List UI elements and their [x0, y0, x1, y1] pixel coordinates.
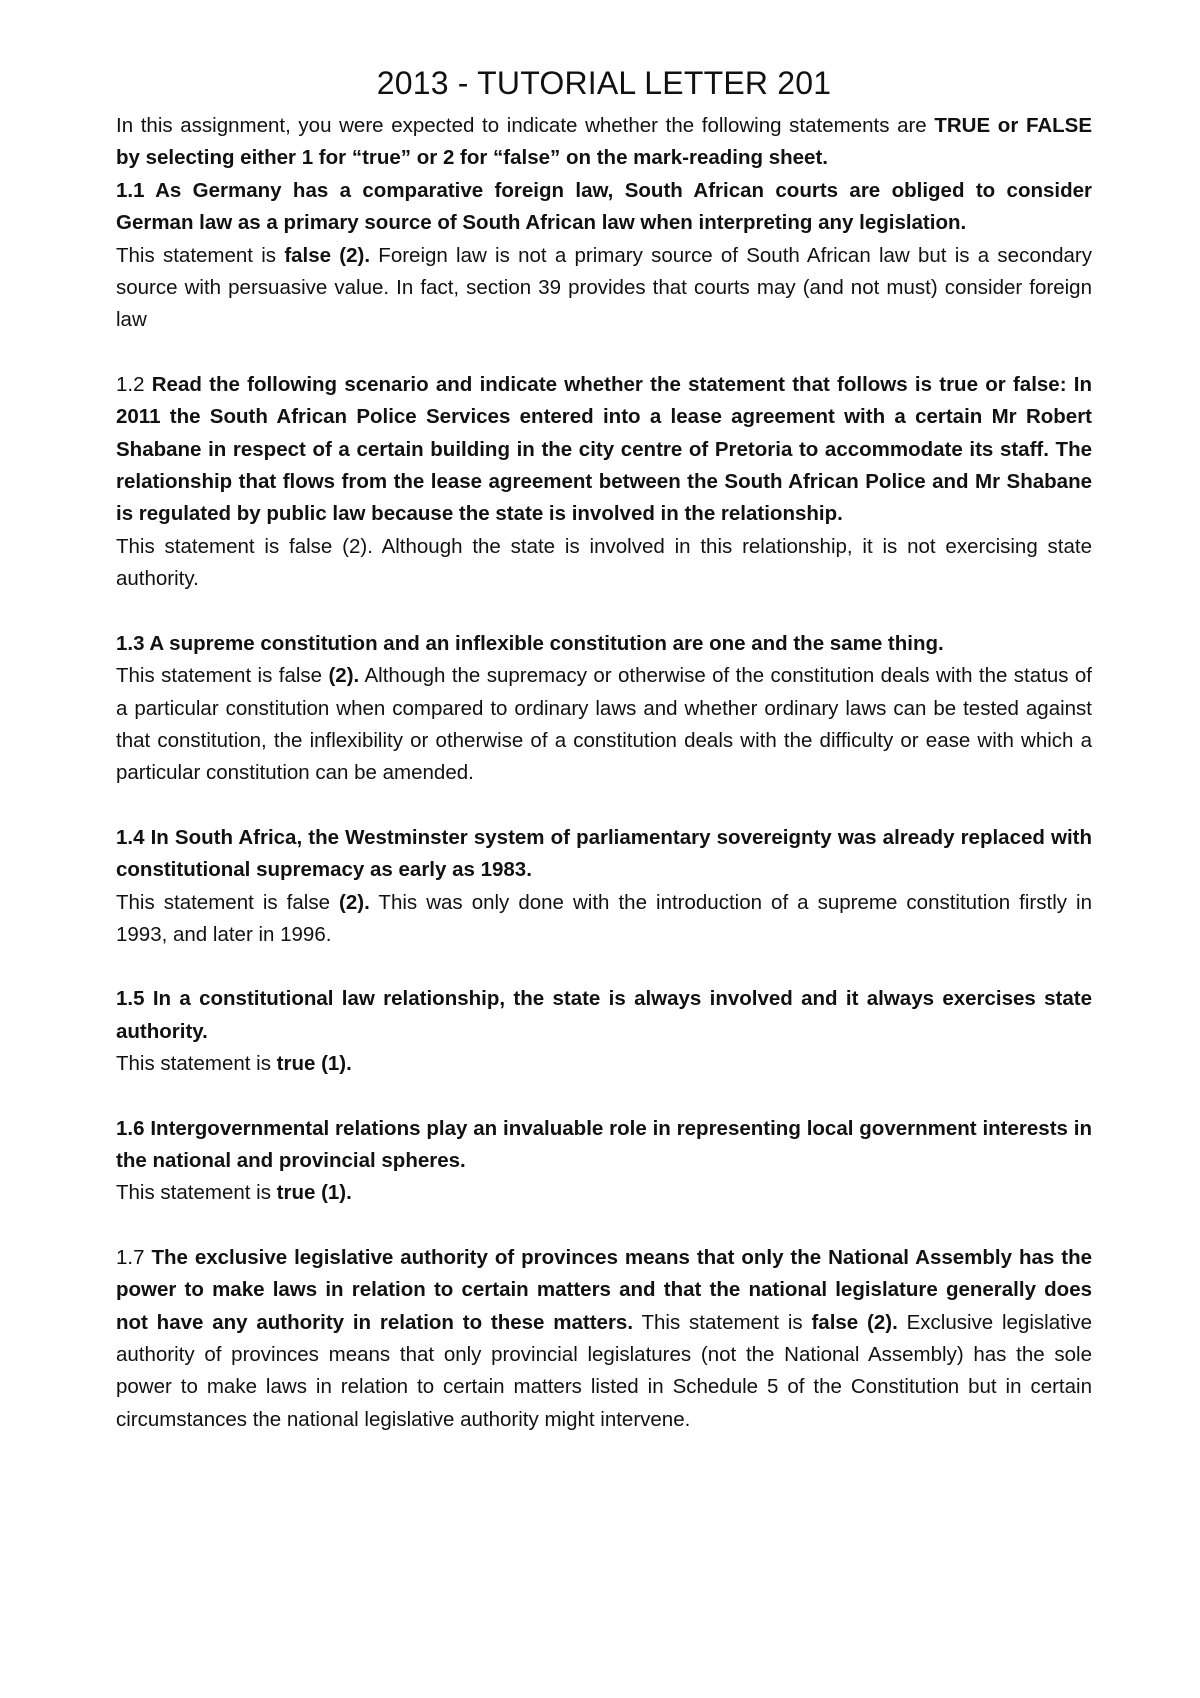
question-1-5-text: 1.5 In a constitutional law relationship, the state is always involved and it always exercises state authority. [116, 987, 1092, 1043]
answer-1-6-verdict: true (1). [276, 1181, 352, 1205]
question-1-4-text: 1.4 In South Africa, the Westminster system of parliamentary sovereignty was already replaced with constitutional supremacy as early as 1983. [116, 825, 1092, 882]
answer-1-7-explanation: Exclusive legislative authority of provinces means that only provincial legislatures (not the National Assembly) has the sole power to make laws in relation to certain matters listed in Schedule 5 of the Constitution but in certain circumstances the national legislative authority might intervene. [116, 1310, 1093, 1431]
spacer [116, 1081, 1092, 1113]
answer-1-4-verdict: (2). [339, 890, 370, 914]
spacer [116, 951, 1092, 983]
answer-1-3-explanation: Although the supremacy or otherwise of the constitution deals with the status of a particular constitution when compared to ordinary laws and whether ordinary laws can be tested against that constitution, the inflexibility or otherwise of a constitution deals with the difficulty or ease with which a particular constitution can be amended. [116, 664, 1093, 785]
spacer [116, 790, 1092, 822]
answer-1-6-lead: This statement is [116, 1181, 277, 1205]
answer-1-5-verdict: true (1). [276, 1052, 352, 1076]
answer-1-4 [116, 887, 1092, 952]
document-page [116, 62, 1092, 1436]
question-1-7-number: 1.7 [116, 1245, 152, 1269]
question-1-5 [116, 983, 1092, 1048]
answer-1-7-lead: This statement is [633, 1310, 812, 1334]
answer-1-2: This statement is false (2). Although the state is involved in this relationship, it is not exercising state authority. [116, 534, 1092, 591]
answer-1-5-lead: This statement is [116, 1052, 277, 1076]
answer-1-4-explanation: This was only done with the introduction of a supreme constitution firstly in 1993, and later in 1996. [116, 890, 1092, 946]
answer-1-3-verdict: (2). [328, 664, 360, 688]
question-1-2-text: Read the following scenario and indicate whether the statement that follows is true or false: In 2011 the South African Police Services entered into a lease agreement with a certain Mr Robert Shabane in respect of a certain building in the city centre of Pretoria to accommodate its staff. The relationship that flows from the lease agreement between the South African Police and Mr Shabane is regulated by public law because the state is involved in the relationship. [116, 372, 1092, 526]
answer-1-6 [116, 1177, 1092, 1209]
question-1-2-number: 1.2 [116, 372, 152, 396]
spacer [116, 1210, 1092, 1242]
answer-1-3-lead: This statement is false [116, 664, 329, 688]
spacer [116, 337, 1092, 369]
answer-1-1 [116, 240, 1092, 337]
intro-bold-text: TRUE or FALSE by selecting either 1 for “true” or 2 for “false” on the mark-reading sheet. [116, 114, 1093, 170]
question-1-6-text: 1.6 Intergovernmental relations play an invaluable role in representing local government interests in the national and provincial spheres. [116, 1116, 1092, 1172]
question-1-2 [116, 369, 1092, 531]
intro-paragraph [116, 110, 1092, 175]
question-1-7 [116, 1242, 1092, 1436]
question-1-1 [116, 175, 1092, 240]
question-1-3-text: 1.3 A supreme constitution and an inflexible constitution are one and the same thing. [116, 631, 944, 655]
answer-1-1-verdict: false (2). [284, 243, 371, 267]
question-1-7-text: The exclusive legislative authority of provinces means that only the National Assembly has the power to make laws in relation to certain matters and that the national legislature generally does not have any authority in relation to these matters. [116, 1245, 1092, 1334]
answer-1-1-explanation: Foreign law is not a primary source of South African law but is a secondary source with persuasive value. In fact, section 39 provides that courts may (and not must) consider foreign law [116, 243, 1093, 332]
answer-1-4-lead: This statement is false [116, 890, 340, 914]
intro-text: In this assignment, you were expected to indicate whether the following statements are [116, 114, 935, 137]
answer-1-1-lead: This statement is [116, 243, 285, 267]
spacer [116, 596, 1092, 628]
question-1-1-text: 1.1 As Germany has a comparative foreign law, South African courts are obliged to consider German law as a primary source of South African law when interpreting any legislation. [116, 178, 1092, 235]
question-1-4 [116, 822, 1092, 887]
question-1-3 [116, 628, 1092, 660]
answer-1-3 [116, 660, 1092, 790]
answer-1-7-verdict: false (2). [811, 1310, 898, 1334]
answer-1-5 [116, 1048, 1092, 1080]
page-title: 2013 - TUTORIAL LETTER 201 [376, 65, 832, 101]
question-1-6 [116, 1113, 1092, 1178]
